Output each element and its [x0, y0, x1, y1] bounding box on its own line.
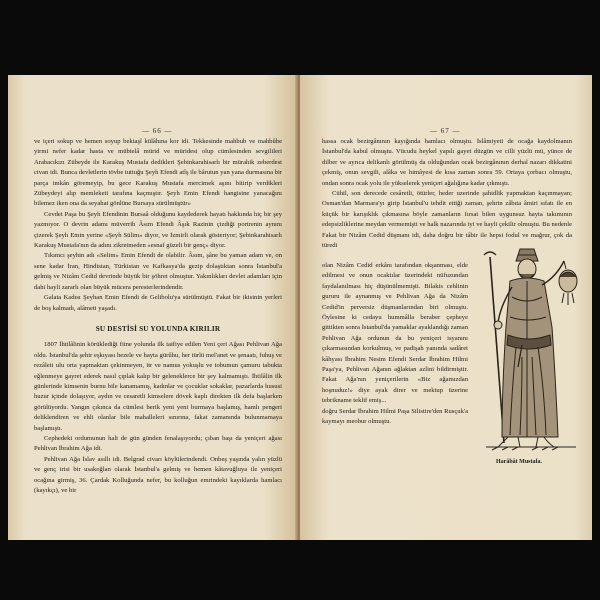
illustration-caption: Harâbât Mustafa.: [496, 459, 542, 465]
paragraph: Galata Kadısı Şeyhan Emin Efendi de Gelibolu'ya sürülmüştü. Fakat bir ikisinin yerleri de boş kalmadı, alâmeti yaşadı.: [34, 294, 282, 312]
paragraph: hassa ocak bezirgânının kayığında hamlacı olmuştu. İslâmiyeti de ocağa kaydolmanın İstanbul'da kabul olmuştu. Vücudu heykel yapılı gayet düzgün ve cilli yüzlü mü, yünce de dilber ve ayrıca delikanlı görülmüş da olduğundan ocak bezirgânının derhal nazarı dikkatini çekmiş, onun sevgili, alâka ve himâyesi de kısa zaman sonra 59. Ortaya çorbacı olmuştu, ondan sonra ocak yolu ile yükselerek yeniçeri ağalığına kadar çıkmıştı.: [322, 138, 572, 187]
left-page: [8, 75, 298, 540]
right-page-body-top: [322, 137, 572, 251]
left-page-body: [34, 137, 282, 496]
open-book: [8, 75, 592, 540]
page-number: — 67 —: [430, 127, 461, 135]
paragraph: 1807 İhtilâlinin körüklediği fitne yolunda ilk taifiye edilen Yeni çeri Ağası Pehlivan Ağa oldu. İstanbul'da şehir eşkıyası hezele ve hayta gürûhu, her türlü mel'anet ve şenaatı, fuhuş ve rezâleti ulu orta yapmaktan çekinmeyen, itr ve namus yokuşlu ve tobumun çamuru tabukta eğlenmeye gayret ederek nasıl çıplak kalıp bir geleneklerce bir şey kalmamıştı. İhtilâlin ilk günlerinde kimsenin burnu bile kanamamış, kadınlar ve çocuklar sokaklar, pazarlarda hususi huzur içinde dolaşıyor, aydın ve cesaretli kimselere dövek kaplı direkten ilk defa başlarken görülüyordu. Yangın çıkınca da cümlesi berik yeni yeni burmaya başlamış, hamlı pengeri deliklendiren ve ehli olanlar bile mahalleleri sınırına, fakat zamanında bulunmamaya başlamıştı.: [34, 341, 282, 432]
harabat-mustafa-illustration: [472, 247, 590, 455]
paragraph: Pehlivan Ağa İslav asıllı idi. Belgrad civarı köylülerindendi. Onbeş yaşında yalın yüzlü ve genç irisi bir usakoğlan olarak İstanbul'a gelmiş ve hemen kâtavuğluya ile yeniçeri ocağına girmiş, 36. Çardak Kolluğunda nefer, bu kolluğun emrindeki kayıklarda hamlacı (kayıkçı), ve bir: [34, 455, 282, 494]
paragraph: olan Nizâm Cedid erkânı tarafından okşanması, elde edilmesi ve onun ocaktılar üzerindeki nüfuzundan faydalanılması hiç düşünülmemişti. Bilakis cehlinin gururu ile aynanmış ve Pehlivan Ağa da Nizâm Cedid'in perversiz düşmanlarından biri olmuştu. Öylesine ki cedayu hummâlla beraber çepheye gittikten sonra İstanbul'da yamaklar ayaklandığı zaman Pehlivan Ağa ordunun da bu yeniçeri isyanını çıkarmasından korkulmuş, ve padişah yanında sadâret kâhyası İbrahim Nesim Efendi Serdar İbrahim Hilmi Paşa'ya, Pehlivan Ağanın ağlaktan azlini bildirmiştir. Fakat Ağa'nın yeniçerilerin «Biz ağamızdan hoşnuduz!» diye ayak direr ve mektup üzerine tebrikname teklif emiş...: [322, 262, 468, 405]
paragraph: doğru Serdar İbrahim Hilmi Paşa Silistire'den Rusçuk'a kaymayı meobur olmuştu.: [322, 407, 468, 426]
right-page-body-side: [322, 261, 468, 428]
section-heading: SU DESTİSİ SU YOLUNDA KIRILIR: [95, 324, 221, 333]
paragraph: Cühil, son derecede cesâretli, ötürler, heder uzerinde şahidlik yapmaktan kaçınmayan; Osman'dan Marmara'yı girip İstanbul'u tehdit ettiği zaman, şehrin zâbıta âmiri sıfatı ile en küçük bir karışıklık çıkmasına böyle zamanların fırsat bilen uygunsuz hayta takımının edepsizliklerine meydan vermemişti ve halk nazarında iyi ve hayli çekilir olmuştu. Bu nedenle Fakat bir Nizâm Cedid düşmanı idi, daha doğru bir tâbir ile hepsi fodul ve mağrur, çok da türedi: [322, 190, 572, 250]
paragraph: Tıkımcı şeyhin adı «Selim» Emin Efendi de olabilir. Âsım, şâne bu yaman adam ve, on sene kadar İran, Hindistan, Türkistan ve Kafkasya'da gezip dolaştıktan sonra İstanbul'a gelmiş ve Nizâm Cedid devrinde büyük bir şöhret olmuştur. Yakınlıkları devlet adamları için dahi hayli zararlı olan büyük mücera peresterlerindendir.: [34, 252, 282, 291]
paragraph: ve içeri sokup ve hemen soyup bektaşî külâhına kor idi. Tekkesinde mahbub ve mahbûbe yirmi nefer kadar hasta ve mübtelâ mürid ve müridesi olup cümlesinden sevgilileri Arabacıkızı Zübeyde ile Karakuş Mustafa dedikleri Şebinkarahisarlı bir mürahik zeberdest civan idi. Bunca devletlerin tövbe tuttuğu Şeyh Efendi atîş ile bârutun yan yana durmasına bir parça imkân göremeyip, bu gece Karakuş Mustafa mercimek aşını bitirip verdikleri Zübeydeyi alıp memleketi tarafına kaçmıştır. Şeyh Emin Efendi hangisine yanacağını bilemez iken ona da seyahat gönlüne Bursaya sürülmüştür»: [34, 138, 282, 208]
paragraph: Cevdet Paşa bu Şeyh Efendinin Bursaâ olduğunu kaydederek hayatı hakkında hiç bir şey yazmıyor. O devrin adamı müverrih Âsım Efendi Âşık Razinin çizdiği portrenin aynını çizerek Şeyh Emin yerine «Şeyh Sülim» diyor, ve İzmirli olarak gösteriyor; Şebinkarahisarlı Karakuş Mustafa'nın da adını zikretmeden «esnaf güzeli bir genç» diyor.: [34, 210, 282, 250]
right-page: [300, 75, 592, 540]
paragraph: Cephedeki ordumunun hali de gün günden fenalaşıyordu; çıban başı da yeniçeri ağası Pehlivan İbrahim Ağa idi.: [34, 434, 282, 453]
page-number: — 66 —: [142, 127, 173, 135]
